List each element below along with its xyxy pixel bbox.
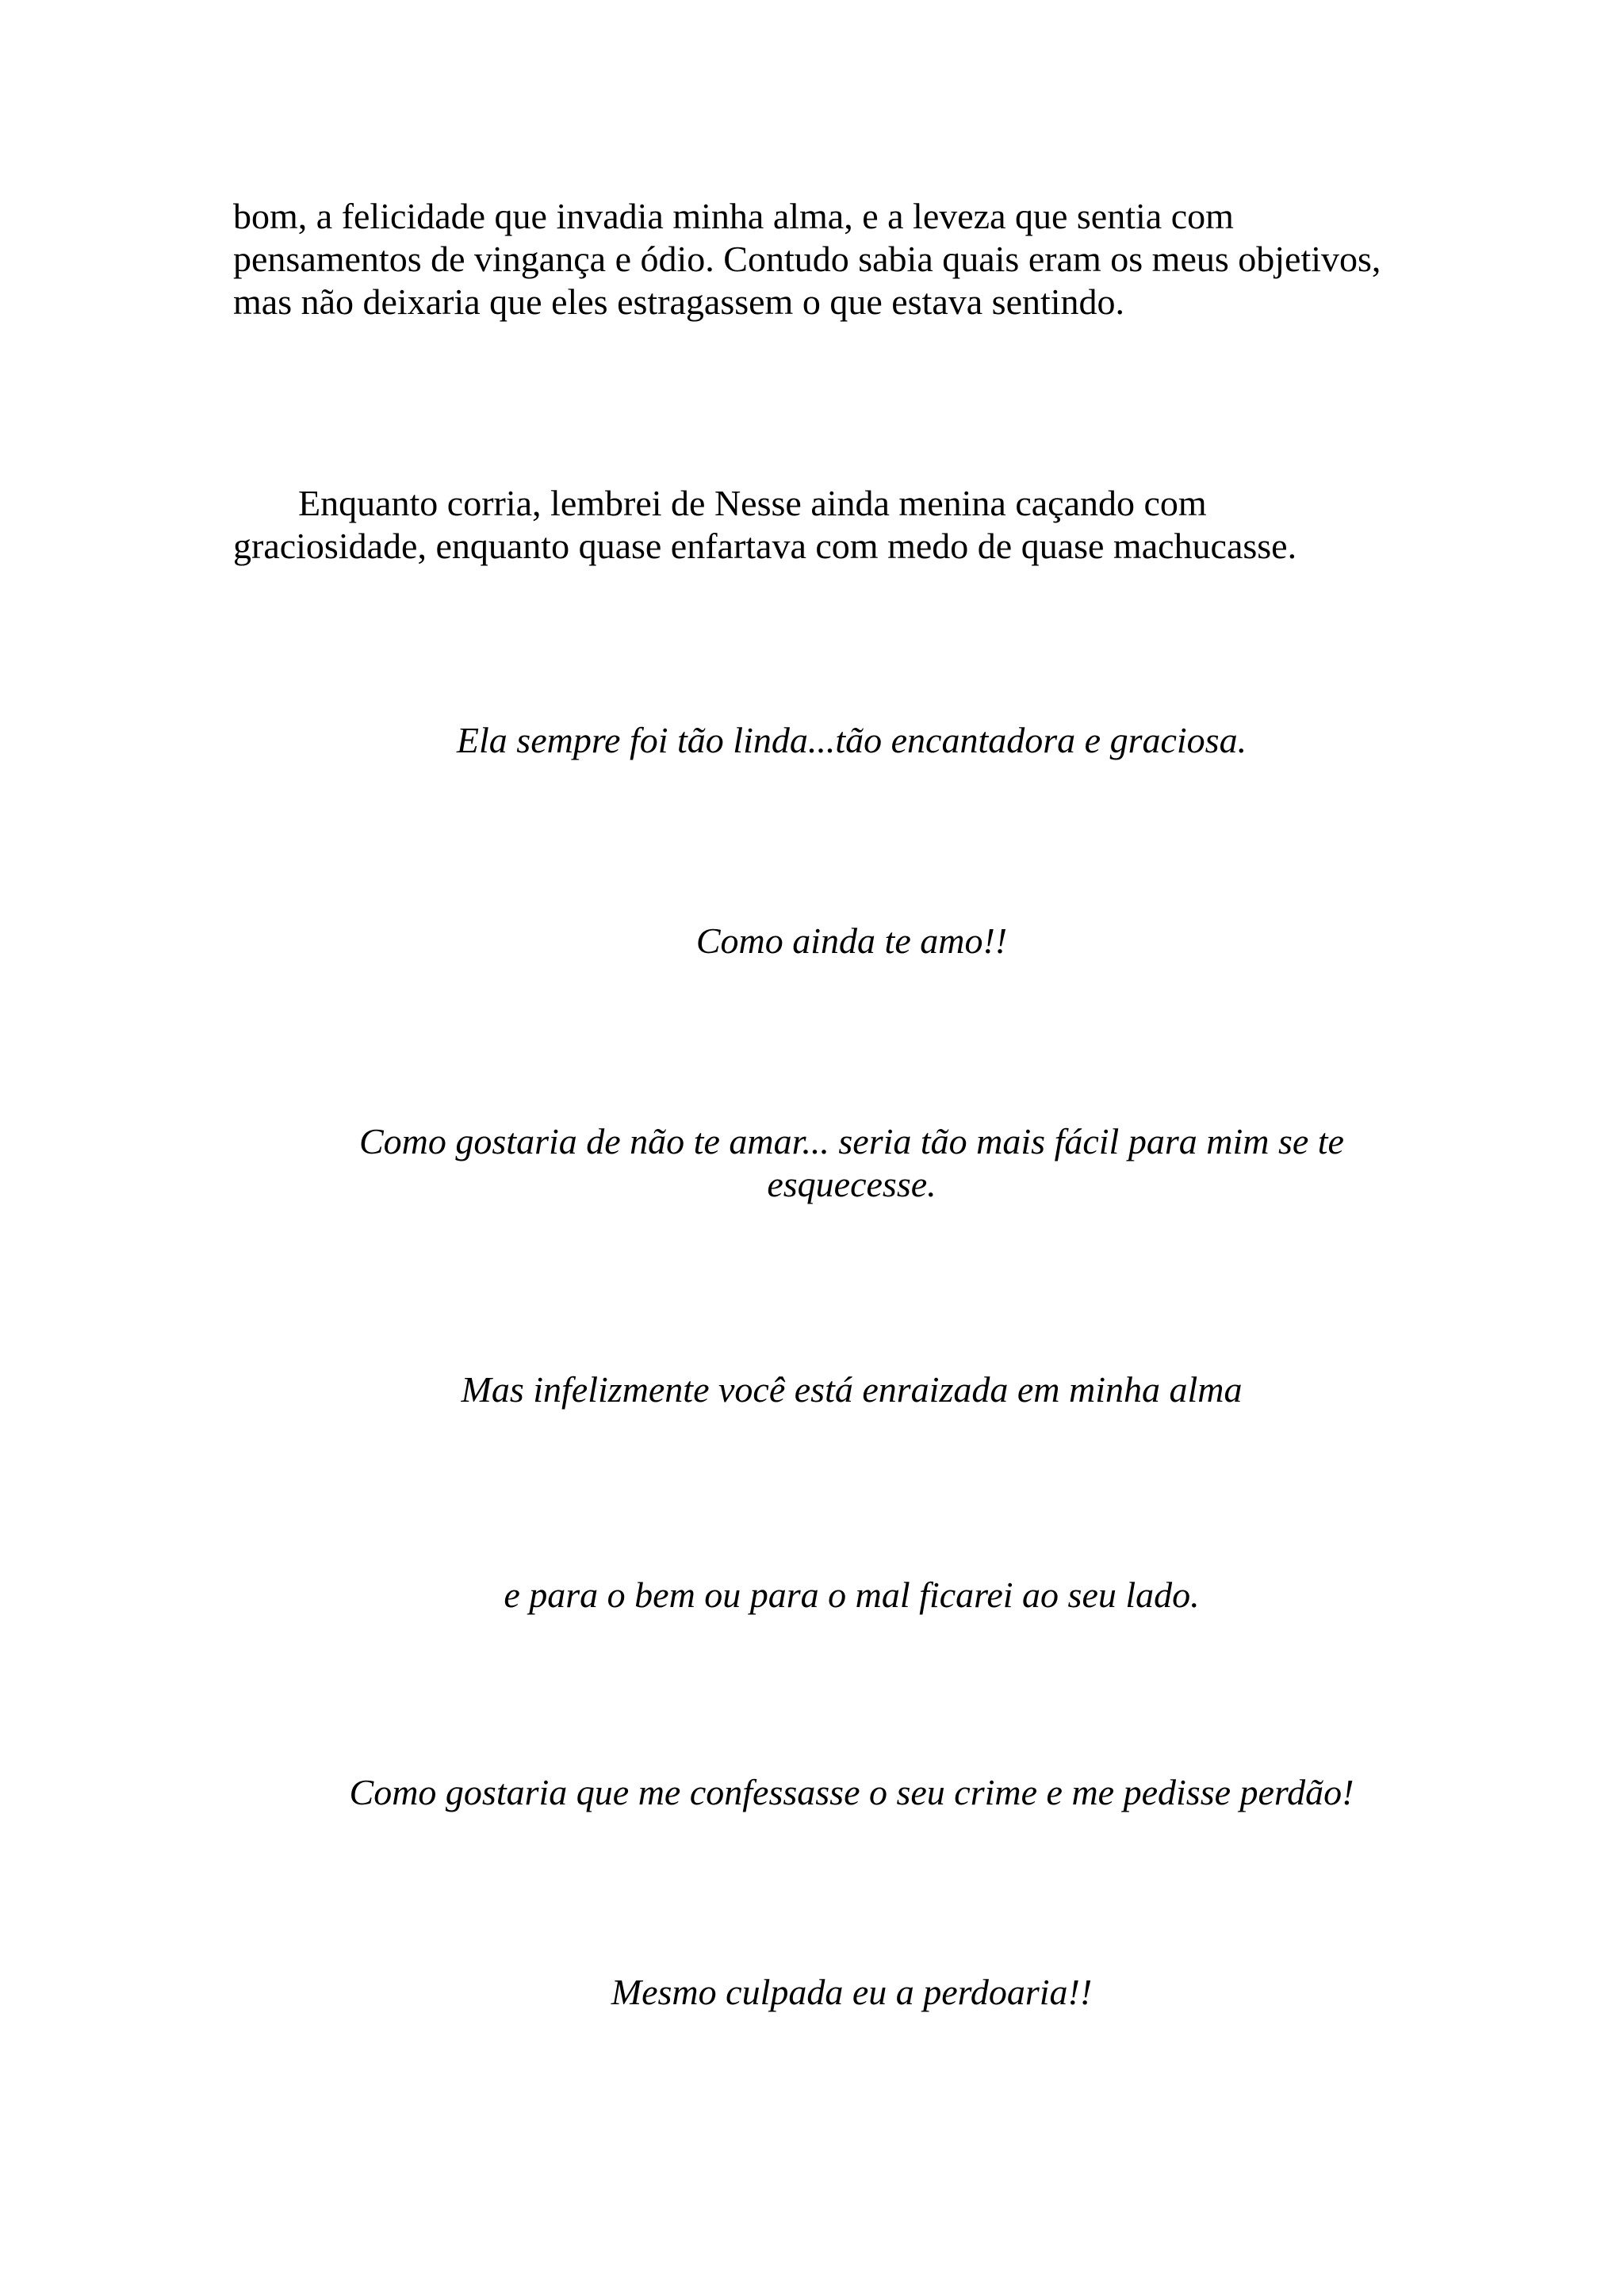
paragraph-line: pensamentos de vingança e ódio. Contudo sabia quais eram os meus objetivos, [233,239,1381,279]
verse-5 [233,1574,1470,1617]
verse-line: e para o bem ou para o mal ficarei ao seu lado. [504,1575,1200,1615]
verse-4 [233,1368,1470,1411]
verse-7 [233,1971,1470,2014]
verse-line: esquecesse. [767,1164,936,1204]
paragraph-line: Enquanto corria, lembrei de Nesse ainda menina caçando com [298,483,1207,523]
paragraph-line: graciosidade, enquanto quase enfartava com medo de quase machucasse. [233,526,1297,566]
verse-line: Mas infelizmente você está enraizada em minha alma [461,1369,1243,1410]
paragraph-2 [233,482,1423,568]
verse-line: Como gostaria que me confessasse o seu crime e me pedisse perdão! [349,1772,1354,1812]
paragraph-line: bom, a felicidade que invadia minha alma, e a leveza que sentia com [233,196,1234,236]
verse-line: Como ainda te amo!! [695,920,1008,961]
verse-2 [233,920,1470,962]
verse-6 [233,1771,1470,1814]
verse-1 [233,719,1470,762]
verse-3 [233,1120,1470,1206]
verse-line: Ela sempre foi tão linda...tão encantadora e graciosa. [456,720,1247,760]
verse-line: Como gostaria de não te amar... seria tão mais fácil para mim se te [359,1121,1344,1161]
verse-line: Mesmo culpada eu a perdoaria!! [611,1972,1093,2012]
paragraph-1 [233,195,1423,323]
paragraph-line: mas não deixaria que eles estragassem o que estava sentindo. [233,281,1125,322]
